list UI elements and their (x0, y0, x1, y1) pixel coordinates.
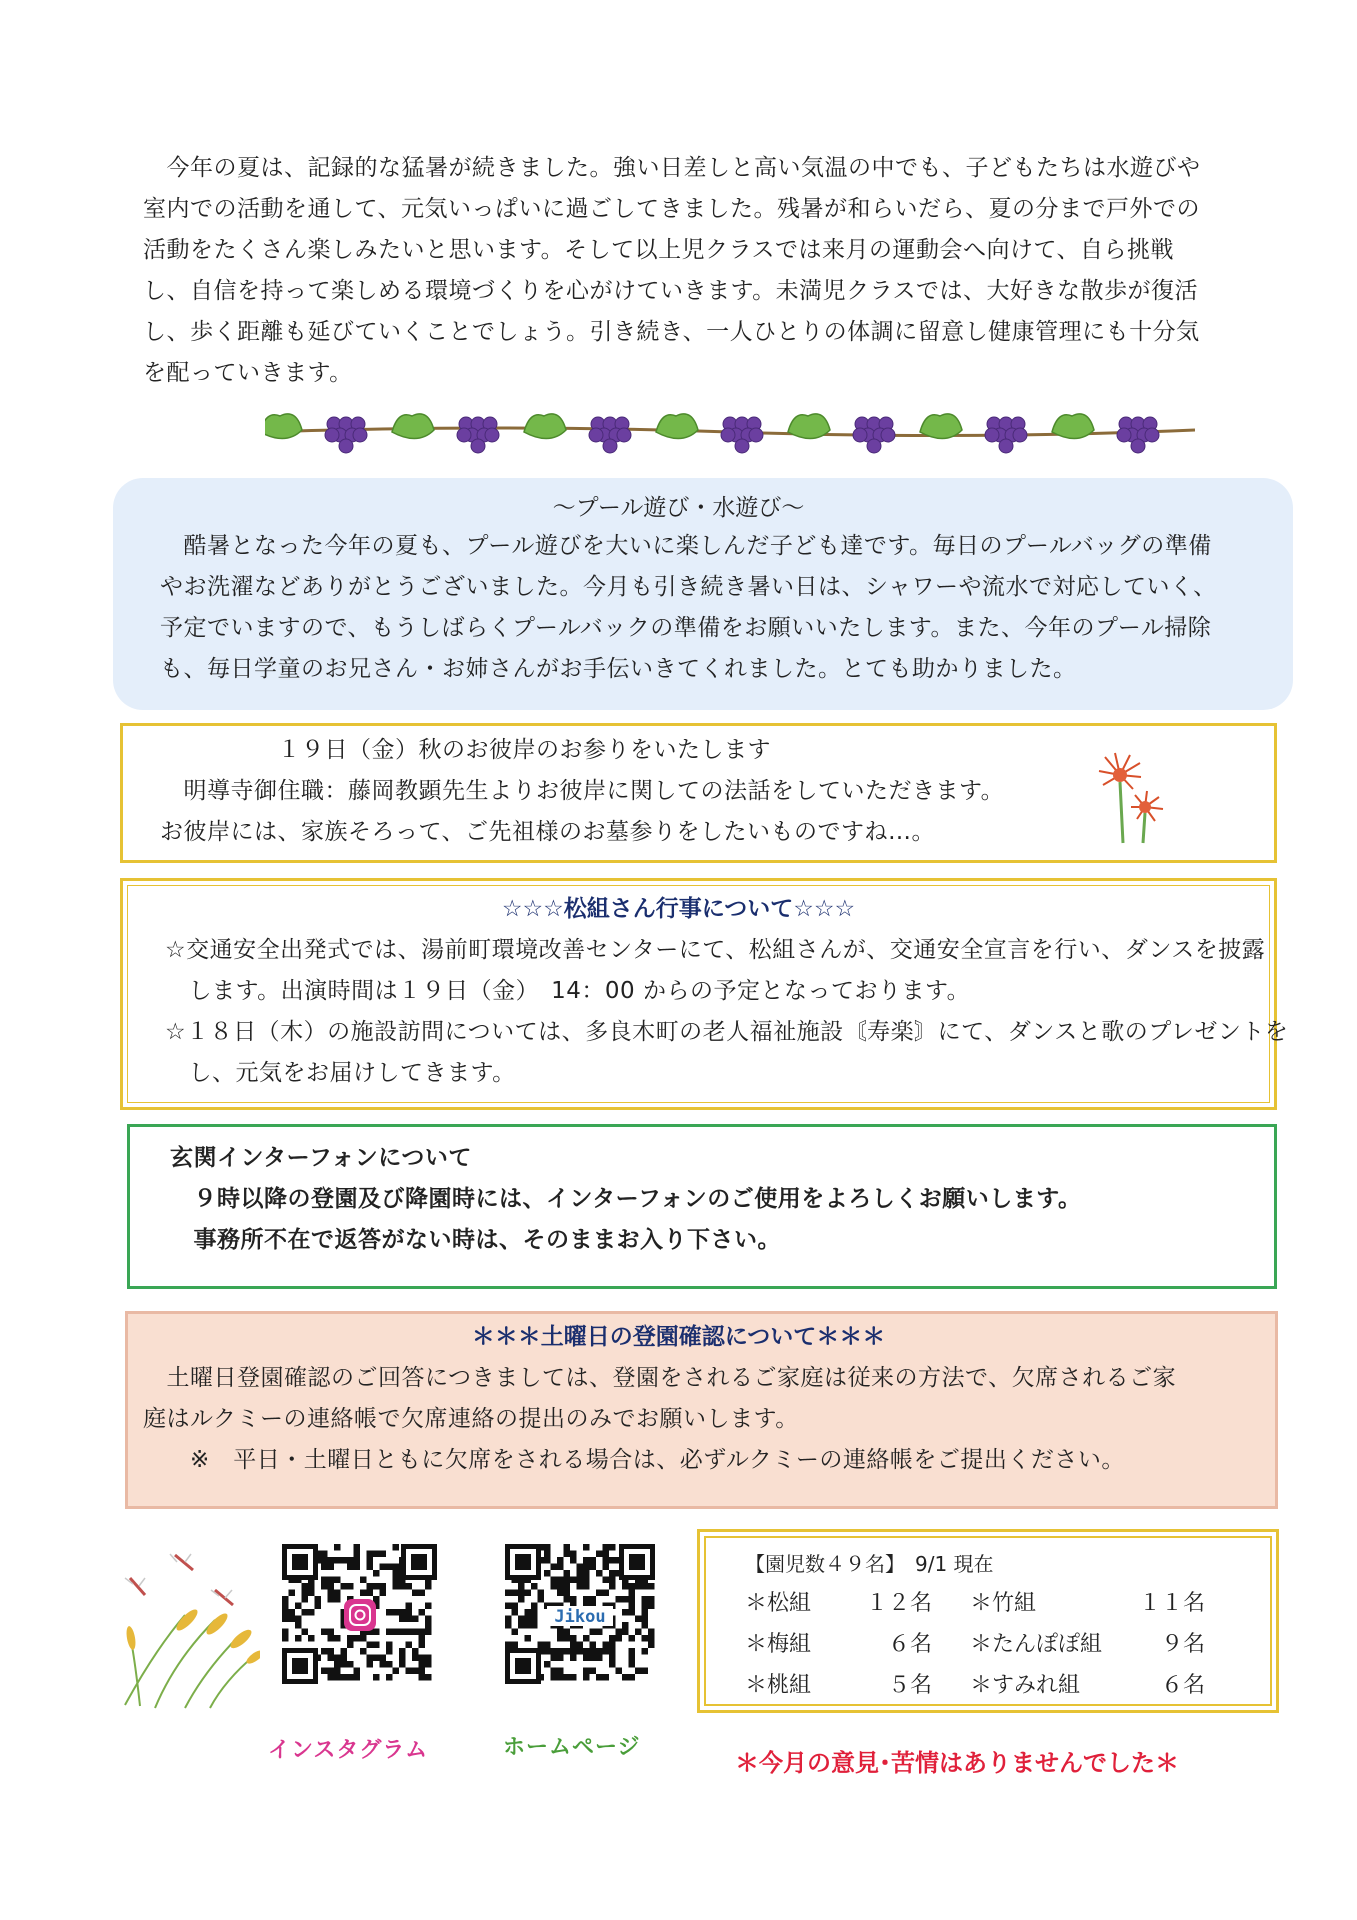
vine-leaf (920, 414, 962, 439)
class-count: ９名 (1160, 1632, 1205, 1657)
higan-body (160, 730, 1060, 853)
intro-line: 今年の夏は、記録的な猛暑が続きました。強い日差しと高い気温の中でも、子どもたちは水遊びや (143, 155, 1201, 181)
spider-lily-icon (1085, 745, 1170, 845)
higan-line: 明導寺御住職：藤岡教顕先生よりお彼岸に関しての法話をしていただきます。 (160, 778, 1005, 804)
matsu-line: します。出演時間は１９日（金） 14：00 からの予定となっております。 (165, 978, 971, 1004)
enrollment-header: 【園児数４９名】 9/1 現在 (745, 1552, 994, 1576)
instagram-label[interactable]: インスタグラム (268, 1738, 429, 1763)
saturday-body (143, 1358, 1273, 1481)
vine-leaf (788, 414, 830, 439)
intro-line: し、自信を持って楽しめる環境づくりを心がけていきます。未満児クラスでは、大好きな散歩が復活 (143, 278, 1198, 304)
pool-line: 予定でいますので、もうしばらくプールバックの準備をお願いいたします。また、今年のプール掃除 (160, 615, 1212, 641)
grape-cluster (1117, 417, 1159, 453)
grape-cluster (325, 417, 367, 453)
grape-cluster (457, 417, 499, 453)
homepage-label[interactable]: ホームページ (503, 1735, 641, 1760)
vine-leaf (1052, 414, 1094, 439)
intercom-title: 玄関インターフォンについて (170, 1145, 472, 1171)
pool-line: 酷暑となった今年の夏も、プール遊びを大いに楽しんだ子ども達です。毎日のプールバッグの準備 (160, 533, 1212, 559)
matsu-line: ☆１８日（木）の施設訪問については、多良木町の老人福祉施設〘寿楽〙にて、ダンスと歌のプレゼントを (165, 1019, 1289, 1045)
intro-line: を配っていきます。 (143, 360, 353, 386)
homepage-qr-text: Jikou (554, 1607, 606, 1627)
class-count: １２名 (865, 1591, 932, 1616)
class-name: ＊梅組 (745, 1632, 812, 1657)
saturday-line: 土曜日登園確認のご回答につきましては、登園をされるご家庭は従来の方法で、欠席されるご家 (143, 1365, 1177, 1391)
vine-leaf (392, 414, 434, 439)
saturday-title: ＊＊＊土曜日の登園確認について＊＊＊ (471, 1324, 886, 1350)
vine-leaf (265, 414, 302, 439)
intro-line: し、歩く距離も延びていくことでしょう。引き続き、一人ひとりの体調に留意し健康管理にも十分気 (143, 319, 1200, 345)
matsu-line: し、元気をお届けしてきます。 (165, 1060, 516, 1086)
saturday-line: 庭はルクミーの連絡帳で欠席連絡の提出のみでお願いします。 (143, 1406, 799, 1432)
higan-line: お彼岸には、家族そろって、ご先祖様のお墓参りをしたいものですね…。 (160, 819, 936, 845)
grape-cluster (589, 417, 631, 453)
grape-vine-icon (265, 402, 1195, 462)
vine-leaf (656, 414, 698, 439)
grape-cluster (985, 417, 1027, 453)
matsu-line: ☆交通安全出発式では、湯前町環境改善センターにて、松組さんが、交通安全宣言を行い、ダンスを披露 (165, 937, 1266, 963)
intercom-body (170, 1138, 1270, 1261)
class-name: ＊竹組 (970, 1591, 1037, 1616)
instagram-qr-icon[interactable] (282, 1544, 437, 1684)
vine-leaf (524, 414, 566, 439)
intercom-line: 事務所不在で返答がない時は、そのままお入り下さい。 (170, 1227, 781, 1253)
intro-line: 室内での活動を通して、元気いっぱいに過ごしてきました。残暑が和らいだら、夏の分まで戸外での (143, 196, 1201, 222)
intro-line: 活動をたくさん楽しみたいと思います。そして以上児クラスでは来月の運動会へ向けて、自ら挑戦 (143, 237, 1175, 263)
pool-body (160, 526, 1280, 690)
grape-cluster (853, 417, 895, 453)
class-name: ＊すみれ組 (970, 1673, 1081, 1698)
intercom-line: ９時以降の登園及び降園時には、インターフォンのご使用をよろしくお願いします。 (170, 1186, 1082, 1212)
saturday-line: ※ 平日・土曜日ともに欠席をされる場合は、必ずルクミーの連絡帳をご提出ください。 (143, 1447, 1125, 1473)
intro-paragraph (143, 148, 1243, 394)
matsu-title: ☆☆☆松組さん行事について☆☆☆ (501, 896, 856, 922)
matsu-body (165, 930, 1289, 1094)
grape-cluster (721, 417, 763, 453)
pool-line: も、毎日学童のお兄さん・お姉さんがお手伝いきてくれました。とても助かりました。 (160, 656, 1077, 682)
class-count: ５名 (887, 1673, 932, 1698)
susuki-dragonfly-icon (115, 1540, 260, 1710)
complaint-notice: ＊今月の意見･苦情はありませんでした＊ (735, 1749, 1179, 1777)
class-name: ＊たんぽぽ組 (970, 1632, 1103, 1657)
class-name: ＊松組 (745, 1591, 812, 1616)
class-count: １１名 (1138, 1591, 1205, 1616)
class-count: ６名 (1160, 1673, 1205, 1698)
pool-title: ～プール遊び・水遊び～ (552, 495, 805, 521)
pool-line: やお洗濯などありがとうございました。今月も引き続き暑い日は、シャワーや流水で対応していく、 (160, 574, 1217, 600)
class-count: ６名 (887, 1632, 932, 1657)
homepage-qr-icon[interactable] (505, 1544, 655, 1684)
class-name: ＊桃組 (745, 1673, 812, 1698)
higan-line: １９日（金）秋のお彼岸のお参りをいたします (160, 737, 771, 763)
